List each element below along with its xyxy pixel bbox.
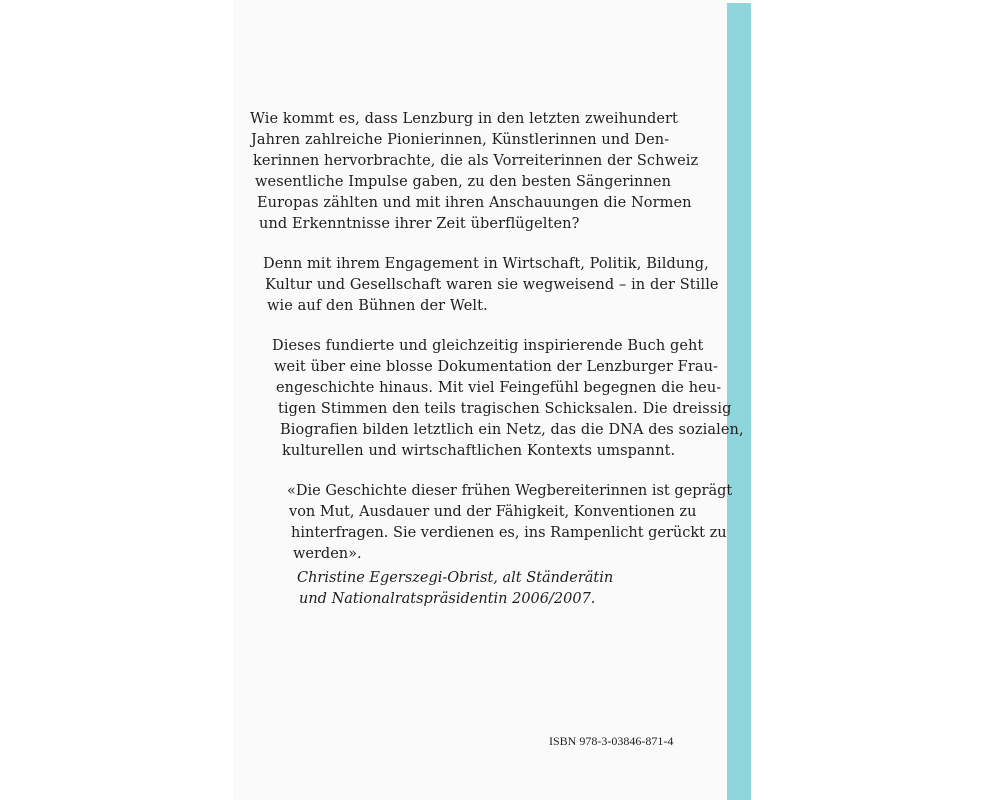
paragraph-2-line-1: Denn mit ihrem Engagement in Wirtschaft, Politik, Bildung, (263, 256, 709, 272)
paragraph-1-line-2: Jahren zahlreiche Pionierinnen, Künstlerinnen und Den- (251, 132, 670, 148)
quote-line-3: hinterfragen. Sie verdienen es, ins Rampenlicht gerückt zu (291, 525, 727, 541)
paragraph-3-line-1: Dieses fundierte und gleichzeitig inspirierende Buch geht (272, 338, 704, 354)
paragraph-1-line-1: Wie kommt es, dass Lenzburg in den letzten zweihundert (250, 111, 678, 127)
paragraph-1-line-4: wesentliche Impulse gaben, zu den besten Sängerinnen (255, 174, 672, 190)
quote-line-4: werden». (293, 546, 362, 562)
isbn-number: ISBN 978-3-03846-871-4 (549, 734, 674, 748)
paragraph-3-line-4: tigen Stimmen den teils tragischen Schicksalen. Die dreissig (278, 401, 732, 417)
paragraph-3-line-6: kulturellen und wirtschaftlichen Kontexts umspannt. (282, 443, 676, 459)
paragraph-1-line-6: und Erkenntnisse ihrer Zeit überflügelten? (259, 216, 580, 232)
paragraph-1-line-5: Europas zählten und mit ihren Anschauungen die Normen (257, 195, 692, 211)
quote-line-2: von Mut, Ausdauer und der Fähigkeit, Konventionen zu (289, 504, 697, 520)
paragraph-2-line-3: wie auf den Bühnen der Welt. (267, 298, 488, 314)
attribution-line-1: Christine Egerszegi-Obrist, alt Ständerätin (297, 570, 614, 586)
paragraph-3-line-3: engeschichte hinaus. Mit viel Feingefühl begegnen die heu- (276, 380, 722, 396)
paragraph-3-line-2: weit über eine blosse Dokumentation der Lenzburger Frau- (274, 359, 719, 375)
paragraph-3-line-5: Biografien bilden letztlich ein Netz, das die DNA des sozialen, (280, 422, 744, 438)
paragraph-1-line-3: kerinnen hervorbrachte, die als Vorreiterinnen der Schweiz (253, 153, 699, 169)
paragraph-2-line-2: Kultur und Gesellschaft waren sie wegweisend – in der Stille (265, 277, 719, 293)
quote-line-1: «Die Geschichte dieser frühen Wegbereiterinnen ist geprägt (287, 483, 733, 499)
attribution-line-2: und Nationalratspräsidentin 2006/2007. (299, 591, 596, 607)
